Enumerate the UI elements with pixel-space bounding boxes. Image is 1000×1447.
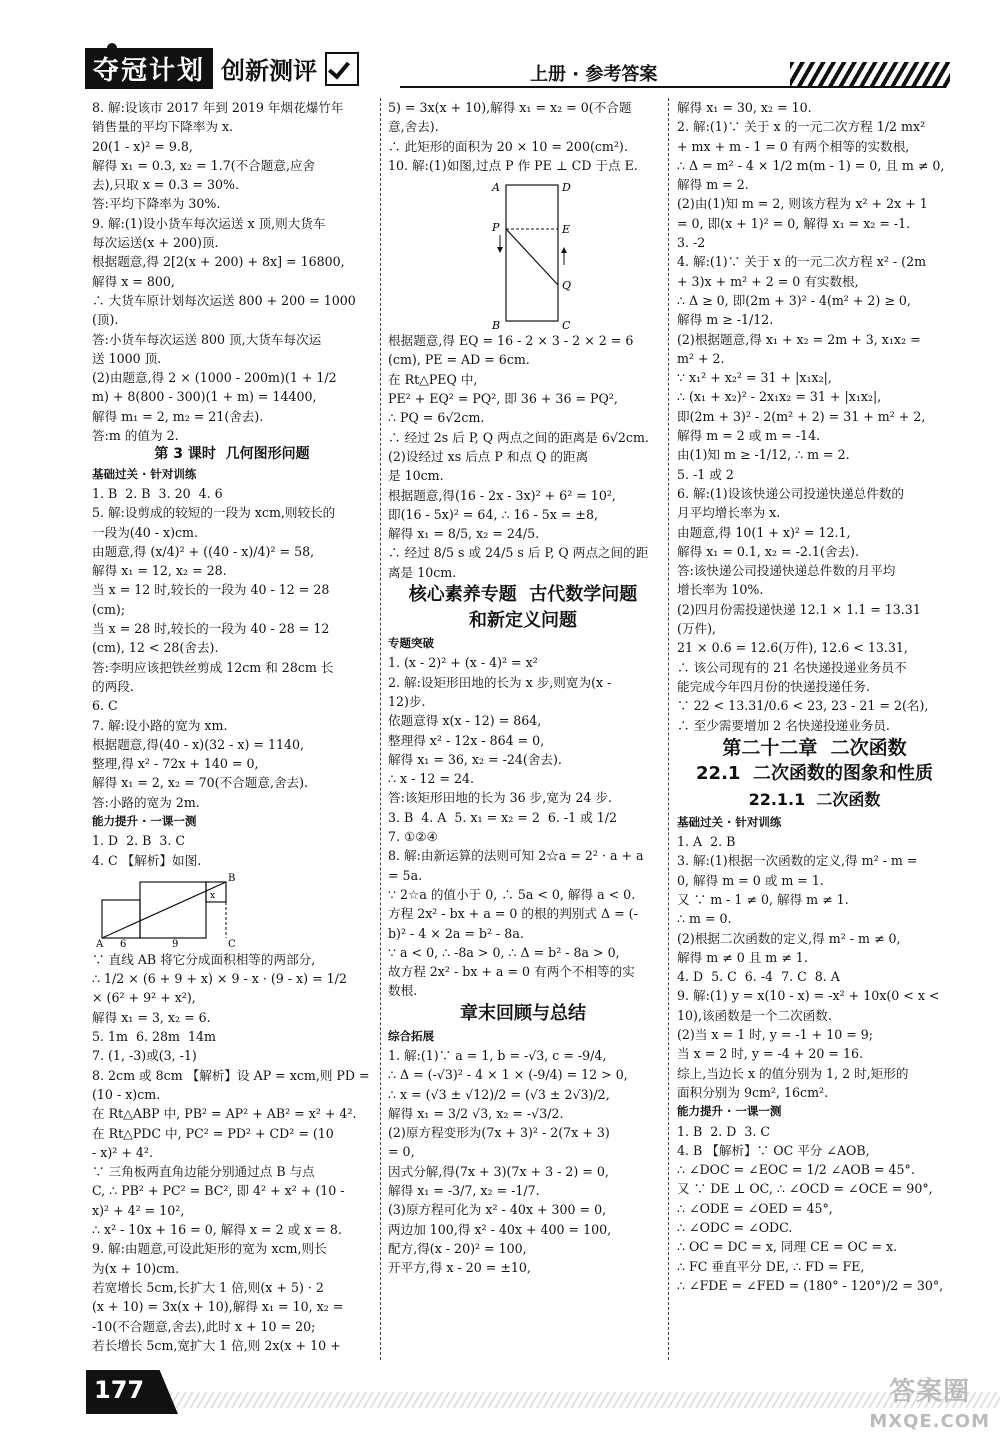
text-line: 因式分解,得(7x + 3)(7x + 3 - 2) = 0, (388, 1163, 609, 1179)
text-line: 开平方,得 x - 20 = ±10, (388, 1260, 531, 1276)
text-line: 0, 解得 m = 0 或 m = 1. (677, 872, 824, 888)
text-line: 即(2m + 3)² - 2(m² + 2) = 31 + m² + 2, (677, 408, 926, 424)
brand-main: 夺冠计划 (85, 48, 213, 89)
text-line: 当 x = 28 时,较长的一段为 40 - 28 = 12 (92, 621, 330, 637)
text-line: ∴ Δ = m² - 4 × 1/2 m(m - 1) = 0, 且 m ≠ 0, (677, 157, 945, 173)
section-title: 核心素养专题 古代数学问题 (408, 584, 638, 606)
text-line: (2)设经过 xs 后点 P 和点 Q 的距离 (388, 448, 589, 464)
text-line: 3. 解:(1)根据一次函数的定义,得 m² - m = (677, 853, 918, 869)
text-line: 解得 x₁ = 0.3, x₂ = 1.7(不合题意,应舍 (92, 157, 316, 173)
text-line: 即(16 - 5x)² = 64, ∴ 16 - 5x = ±8, (388, 506, 599, 522)
text-line: 20(1 - x)² = 9.8, (92, 138, 193, 154)
text-line: 又 ∵ DE ⊥ OC, ∴ ∠OCD = ∠OCE = 90°, (677, 1181, 933, 1197)
text-line: 6. 解:(1)设该快递公司投递快递总件数的 (677, 485, 905, 501)
column-divider (668, 98, 670, 1360)
subsection-label: 能力提升 · 一课一测 (92, 813, 197, 828)
fig-label-nine: 9 (172, 938, 179, 948)
text-line: ∵ a < 0, ∴ -8a > 0, ∴ Δ = b² - 8a > 0, (388, 944, 620, 960)
text-line: 整理,得 x² - 72x + 140 = 0, (92, 756, 259, 772)
text-line: 方程 2x² - bx + a = 0 的根的判别式 Δ = (- (388, 906, 638, 922)
text-line: ∴ 大货车原计划每次运送 800 + 200 = 1000 (92, 292, 356, 308)
chapter-title: 第二十二章 二次函数 (722, 736, 907, 759)
text-line: 根据题意,得(16 - 2x - 3x)² + 6² = 10², (388, 487, 616, 503)
text-line: = 0, (388, 1144, 415, 1160)
text-line: 5. 解:设剪成的较短的一段为 xcm,则较长的 (92, 505, 336, 521)
text-line: ∴ x - 12 = 24. (388, 771, 474, 787)
column-divider (380, 98, 382, 1360)
subsection-label: 综合拓展 (388, 1028, 434, 1043)
text-line: 又 ∵ m - 1 ≠ 0, 解得 m ≠ 1. (677, 891, 849, 907)
text-line: 3. -2 (677, 235, 706, 251)
text-line: 根据题意,得(40 - x)(32 - x) = 1140, (92, 736, 305, 752)
text-line: 解得 m ≠ 0 且 m ≠ 1. (677, 949, 808, 965)
text-line: + mx + m - 1 = 0 有两个相等的实数根, (677, 138, 910, 154)
section-title: 第 3 课时 几何图形问题 (154, 446, 310, 463)
text-line: × (6² + 9² + x²), (92, 990, 196, 1006)
text-line: 两边加 100,得 x² - 40x + 400 = 100, (388, 1221, 612, 1237)
section-title: 22.1 二次函数的图象和性质 (696, 762, 933, 784)
text-line: 整理得 x² - 12x - 864 = 0, (388, 732, 545, 748)
text-line: (顶). (92, 312, 119, 328)
fig-label-e: E (562, 223, 571, 237)
text-line: 3. B 4. A 5. x₁ = x₂ = 2 6. -1 或 1/2 (388, 809, 618, 825)
text-line: (10 - x)cm. (92, 1086, 161, 1102)
text-line: 当 x = 2 时, y = -4 + 20 = 16. (677, 1046, 863, 1062)
watermark-line2: MXQE.COM (869, 1411, 990, 1432)
text-line: 1. (x - 2)² + (x - 4)² = x² (388, 655, 538, 671)
fig-label-a: A (492, 181, 500, 195)
text-line: b)² - 4 × 2a = b² - 8a. (388, 925, 524, 941)
text-line: 销售量的平均下降率为 x. (92, 119, 234, 135)
brand-sub: 创新测评 (221, 57, 318, 85)
text-line: 故方程 2x² - bx + a = 0 有两个不相等的实 (388, 964, 635, 980)
text-line: 4. 解:(1)∵ 关于 x 的一元二次方程 x² - (2m (677, 254, 927, 270)
text-line: x)² + 4² = 10², (92, 1202, 185, 1218)
text-line: 7. 解:设小路的宽为 xm. (92, 717, 228, 733)
column-3 (677, 98, 952, 1295)
text-line: m² + 2. (677, 350, 725, 366)
text-line: ∵ 2☆a 的值小于 0, ∴ 5a < 0, 解得 a < 0. (388, 886, 636, 902)
section-title: 22.1.1 二次函数 (748, 789, 881, 809)
text-line: ∴ ∠DOC = ∠EOC = 1/2 ∠AOB = 45°. (677, 1162, 915, 1178)
text-line: 10),该函数是一个二次函数. (677, 1007, 832, 1023)
text-line: ∴ Δ ≥ 0, 即(2m + 3)² - 4(m² + 2) ≥ 0, (677, 292, 911, 308)
text-line: 答:平均下降率为 30%. (92, 196, 221, 212)
text-line: 每次运送(x + 200)顶. (92, 235, 219, 251)
text-line: 解得 x₁ = 0.1, x₂ = -2.1(舍去). (677, 543, 859, 559)
fig-label-six: 6 (120, 938, 127, 948)
text-line: ∴ 1/2 × (6 + 9 + x) × 9 - x · (9 - x) = 1/2 (92, 971, 347, 987)
header-rule (400, 86, 945, 88)
text-line: 意,舍去). (388, 119, 439, 135)
text-line: 12)步. (388, 693, 426, 709)
text-line: 9. 解:(1)设小货车每次运送 x 顶,则大货车 (92, 215, 326, 231)
text-line: 1. B 2. B 3. 20 4. 6 (92, 485, 223, 501)
text-line: 4. C 【解析】如图. (92, 852, 202, 868)
fig-label-b: B (492, 319, 501, 330)
text-line: ∴ x² - 10x + 16 = 0, 解得 x = 2 或 x = 8. (92, 1222, 342, 1238)
text-line: 8. 解:由新运算的法则可知 2☆a = 2² · a + a (388, 848, 644, 864)
text-line: 解得 x₁ = 3, x₂ = 6. (92, 1009, 211, 1025)
rectangle-figure (388, 177, 588, 329)
text-line: 解得 m = 2. (677, 177, 749, 193)
text-line: ∴ 该公司现有的 21 名快递投递业务员不 (677, 659, 907, 675)
text-line: (2)根据二次函数的定义,得 m² - m ≠ 0, (677, 930, 901, 946)
text-line: ∴ PQ = 6√2cm. (388, 410, 485, 426)
text-line: 在 Rt△PDC 中, PC² = PD² + CD² = (10 (92, 1125, 334, 1141)
text-line: 8. 解:设该市 2017 年到 2019 年烟花爆竹年 (92, 100, 344, 115)
text-line: 依题意得 x(x - 12) = 864, (388, 713, 542, 729)
text-line: - x)² + 4². (92, 1144, 153, 1160)
text-line: 能完成今年四月份的快递投递任务. (677, 678, 870, 694)
text-line: 在 Rt△ABP 中, PB² = AP² + AB² = x² + 4². (92, 1106, 357, 1122)
text-line: (cm), PE = AD = 6cm. (388, 352, 530, 368)
brand-logo (85, 48, 359, 89)
fig-label-b: B (228, 872, 236, 884)
text-line: 9. 解:由题意,可设此矩形的宽为 xcm,则长 (92, 1241, 327, 1257)
text-line: 解得 x₁ = 3/2 √3, x₂ = -√3/2. (388, 1105, 564, 1121)
text-line: 是 10cm. (388, 468, 444, 484)
fig-label-d: D (562, 181, 571, 195)
text-line: 由题意,得 10(1 + x)² = 12.1, (677, 524, 851, 540)
text-line: 4. D 5. C 6. -4 7. C 8. A (677, 969, 840, 985)
text-line: (2)原方程变形为(7x + 3)² - 2(7x + 3) (388, 1125, 610, 1141)
text-line: (2)当 x = 1 时, y = -1 + 10 = 9; (677, 1027, 874, 1043)
text-line: 答:小路的宽为 2m. (92, 794, 200, 810)
fig-label-p: P (492, 221, 500, 235)
text-line: 解得 x₁ = 8/5, x₂ = 24/5. (388, 526, 540, 542)
squares-figure (92, 872, 252, 948)
text-line: PE² + EQ² = PQ², 即 36 + 36 = PQ², (388, 391, 618, 407)
text-line: 月平均增长率为 x. (677, 505, 781, 521)
text-line: ∵ 三角板两直角边能分别通过点 B 与点 (92, 1164, 315, 1180)
text-line: = 5a. (388, 867, 423, 883)
text-line: ∴ OC = DC = x, 同理 CE = OC = x. (677, 1239, 898, 1255)
watermark (869, 1377, 990, 1437)
text-line: 综上,当边长 x 的值分别为 1, 2 时,矩形的 (677, 1065, 909, 1081)
text-line: ∴ ∠ODC = ∠ODC. (677, 1220, 793, 1236)
fig-label-c: C (228, 938, 236, 948)
text-line: 解得 x₁ = 12, x₂ = 28. (92, 563, 227, 579)
text-line: ∵ 直线 AB 将它分成面积相等的两部分, (92, 951, 316, 967)
text-line: 的两段. (92, 678, 134, 694)
text-line: (x + 10) = 3x(x + 10),解得 x₁ = 10, x₂ = (92, 1299, 344, 1315)
text-line: 1. B 2. D 3. C (677, 1123, 771, 1139)
text-line: 为(x + 10)cm. (92, 1260, 180, 1276)
text-line: (万件), (677, 621, 717, 637)
text-line: 答:m 的值为 2. (92, 428, 179, 444)
text-line: (2)根据题意,得 x₁ + x₂ = 2m + 3, x₁x₂ = (677, 331, 921, 347)
text-line: 去),只取 x = 0.3 = 30%. (92, 177, 239, 193)
text-line: ∴ 此矩形的面积为 20 × 10 = 200(cm²). (388, 138, 628, 154)
text-line: ∴ FC 垂直平分 DE, ∴ FD = FE, (677, 1258, 865, 1274)
text-line: ∴ m = 0. (677, 911, 732, 927)
text-line: (3)原方程可化为 x² - 40x + 300 = 0, (388, 1202, 607, 1218)
header-stripes (790, 62, 950, 88)
text-line: m) + 8(800 - 300)(1 + m) = 14400, (92, 389, 317, 405)
text-line: (cm); (92, 601, 126, 617)
text-line: ∴ 至少需要增加 2 名快递投递业务员. (677, 717, 890, 733)
text-line: 答:李明应该把铁丝剪成 12cm 和 28cm 长 (92, 659, 334, 675)
text-line: 面积分别为 9cm², 16cm². (677, 1084, 829, 1100)
text-line: 6. C (92, 698, 118, 714)
column-1 (92, 98, 372, 1355)
text-line: 解得 x₁ = 30, x₂ = 10. (677, 100, 812, 115)
text-line: = 0, 即(x + 1)² = 0, 解得 x₁ = x₂ = -1. (677, 215, 911, 231)
text-line: ∴ 经过 8/5 s 或 24/5 s 后 P, Q 两点之间的距 (388, 545, 649, 561)
text-line: 4. B 【解析】∵ OC 平分 ∠AOB, (677, 1142, 870, 1158)
text-line: ∴ ∠FDE = ∠FED = (180° - 120°)/2 = 30°, (677, 1277, 944, 1293)
text-line: 5) = 3x(x + 10),解得 x₁ = x₂ = 0(不合题 (388, 100, 632, 115)
text-line: (2)由(1)知 m = 2, 则该方程为 x² + 2x + 1 (677, 196, 928, 212)
text-line: 10. 解:(1)如图,过点 P 作 PE ⊥ CD 于点 E. (388, 157, 638, 173)
header-title: 上册 · 参考答案 (530, 64, 658, 85)
text-line: 根据题意,得 2[2(x + 200) + 8x] = 16800, (92, 254, 345, 270)
fig-label-x: x (210, 890, 216, 901)
text-line: 答:该矩形田地的长为 36 步,宽为 24 步. (388, 790, 613, 806)
text-line: 配方,得(x - 20)² = 100, (388, 1240, 527, 1256)
text-line: 7. (1, -3)或(3, -1) (92, 1048, 197, 1064)
text-line: 在 Rt△PEQ 中, (388, 371, 478, 387)
fig-label-a: A (96, 938, 104, 948)
text-line: 由(1)知 m ≥ -1/12, ∴ m = 2. (677, 447, 850, 463)
text-line: ∴ (x₁ + x₂)² - 2x₁x₂ = 31 + |x₁x₂|, (677, 389, 882, 405)
text-line: 1. D 2. B 3. C (92, 833, 186, 849)
text-line: 2. 解:设矩形田地的长为 x 步,则宽为(x - (388, 674, 612, 690)
column-2 (388, 98, 658, 1278)
text-line: 解得 m₁ = 2, m₂ = 21(舍去). (92, 408, 264, 424)
text-line: (cm), 12 < 28(舍去). (92, 640, 219, 656)
text-line: ∴ 经过 2s 后 P, Q 两点之间的距离是 6√2cm. (388, 429, 649, 445)
text-line: 解得 x = 800, (92, 273, 175, 289)
text-line: 解得 x₁ = -3/7, x₂ = -1/7. (388, 1183, 540, 1199)
text-line: 送 1000 顶. (92, 350, 162, 366)
text-line: 离是 10cm. (388, 564, 457, 580)
text-line: ∴ ∠ODE = ∠OED = 45°, (677, 1200, 833, 1216)
text-line: 解得 x₁ = 2, x₂ = 70(不合题意,舍去). (92, 775, 309, 791)
text-line: 若宽增长 5cm,长扩大 1 倍,则(x + 5) · 2 (92, 1279, 324, 1295)
text-line: 21 × 0.6 = 12.6(万件), 12.6 < 13.31, (677, 640, 908, 656)
text-line: 答:该快递公司投递快递总件数的月平均 (677, 563, 896, 579)
text-line: 8. 2cm 或 8cm 【解析】设 AP = xcm,则 PD = (92, 1067, 370, 1083)
text-line: 2. 解:(1)∵ 关于 x 的一元二次方程 1/2 mx² (677, 119, 926, 135)
text-line: -10(不合题意,舍去),此时 x + 10 = 20; (92, 1318, 316, 1334)
section-title: 章末回顾与总结 (460, 1002, 586, 1024)
text-line: 解得 x₁ = 36, x₂ = -24(舍去). (388, 751, 562, 767)
text-line: 解得 m = 2 或 m = -14. (677, 428, 821, 444)
fig-label-q: Q (562, 279, 572, 293)
text-line: ∴ x = (√3 ± √12)/2 = (√3 ± 2√3)/2, (388, 1086, 610, 1102)
text-line: ∴ Δ = (-√3)² - 4 × 1 × (-9/4) = 12 > 0, (388, 1067, 628, 1083)
section-title: 和新定义问题 (469, 610, 577, 632)
watermark-line1: 答案圈 (889, 1377, 971, 1407)
check-icon (325, 52, 359, 86)
text-line: C, ∴ PB² + PC² = BC², 即 4² + x² + (10 - (92, 1183, 345, 1199)
text-line: 由题意,得 (x/4)² + ((40 - x)/4)² = 58, (92, 543, 315, 559)
fig-label-c: C (562, 319, 571, 330)
text-line: ∵ 22 < 13.31/0.6 < 23, 23 - 21 = 2(名), (677, 698, 929, 714)
text-line: 解得 m ≥ -1/12. (677, 312, 774, 328)
subsection-label: 基础过关 · 针对训练 (677, 814, 782, 829)
text-line: 当 x = 12 时,较长的一段为 40 - 12 = 28 (92, 582, 330, 598)
text-line: (2)四月份需投递快递 12.1 × 1.1 = 13.31 (677, 601, 921, 617)
text-line: 9. 解:(1) y = x(10 - x) = -x² + 10x(0 < x < (677, 988, 940, 1004)
subsection-label: 专题突破 (388, 636, 434, 651)
text-line: 1. A 2. B (677, 834, 736, 850)
text-line: (2)由题意,得 2 × (1000 - 200m)(1 + 1/2 (92, 370, 337, 386)
text-line: 若长增长 5cm,宽扩大 1 倍,则 2x(x + 10 + (92, 1337, 341, 1353)
subsection-label: 能力提升 · 一课一测 (677, 1104, 782, 1119)
text-line: 7. ①②④ (388, 829, 438, 845)
page-number: 177 (94, 1376, 145, 1404)
text-line: 1. 解:(1)∵ a = 1, b = -√3, c = -9/4, (388, 1047, 607, 1063)
text-line: + 3)x + m² + 2 = 0 有实数根, (677, 273, 859, 289)
page-header (0, 0, 1000, 92)
text-line: 一段为(40 - x)cm. (92, 524, 198, 540)
text-line: 根据题意,得 EQ = 16 - 2 × 3 - 2 × 2 = 6 (388, 333, 634, 349)
subsection-label: 基础过关 · 针对训练 (92, 466, 197, 481)
text-line: 5. -1 或 2 (677, 466, 734, 482)
text-line: 数根. (388, 983, 418, 999)
text-line: 增长率为 10%. (677, 582, 764, 598)
text-line: 答:小货车每次运送 800 顶,大货车每次运 (92, 331, 322, 347)
text-line: 5. 1m 6. 28m 14m (92, 1029, 216, 1045)
text-line: ∵ x₁² + x₂² = 31 + |x₁x₂|, (677, 370, 832, 386)
